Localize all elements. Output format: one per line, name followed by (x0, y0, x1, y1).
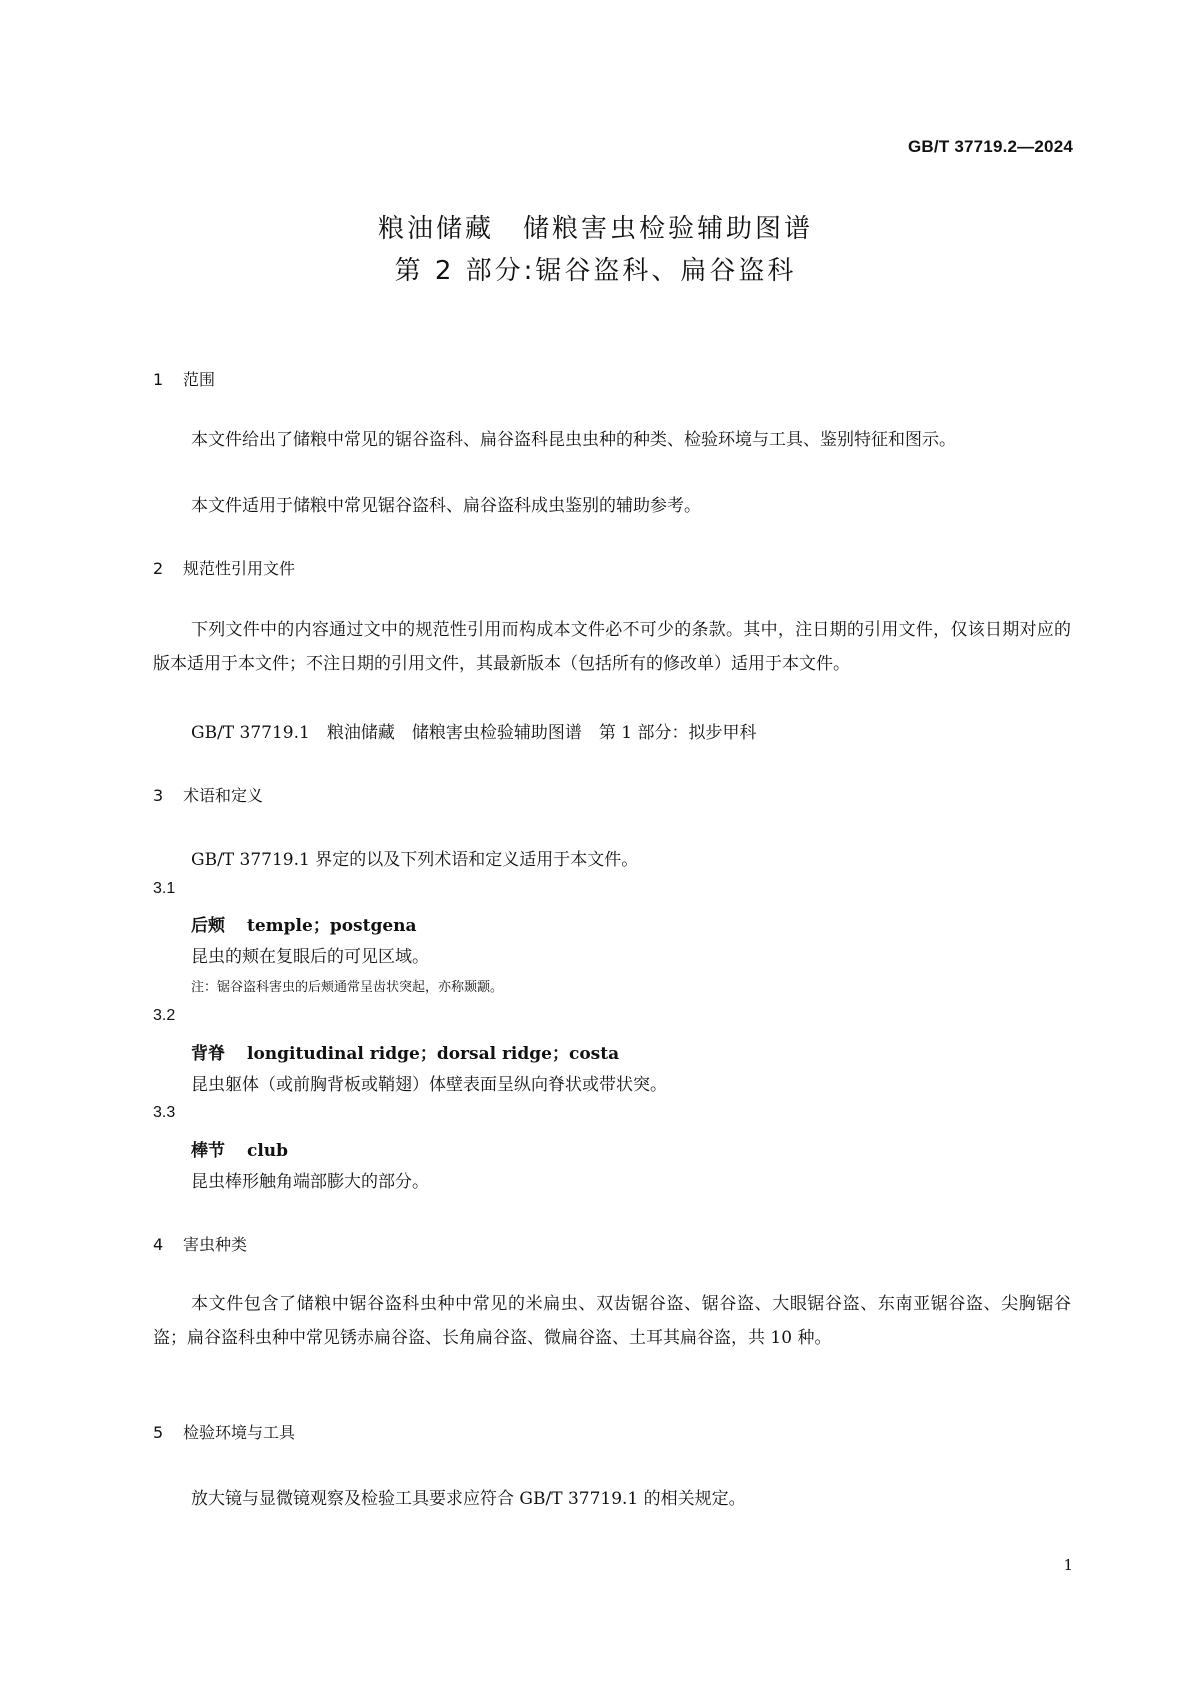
section-4-heading (153, 1232, 247, 1255)
term-chinese: 后颊 (191, 916, 225, 936)
term-english: club (247, 1141, 289, 1161)
terms-intro: GB/T 37719.1 界定的以及下列术语和定义适用于本文件。 (191, 850, 639, 870)
note-label: 注： (191, 980, 218, 995)
term-number: 3.3 (153, 1104, 176, 1121)
term-definition: 昆虫棒形触角端部膨大的部分。 (191, 1172, 429, 1192)
page-number: 1 (1063, 1556, 1073, 1574)
section-1-heading (153, 367, 215, 390)
term-definition: 昆虫躯体（或前胸背板或鞘翅）体壁表面呈纵向脊状或带状突。 (191, 1075, 667, 1095)
section-2-heading (153, 556, 295, 579)
section-title: 范围 (183, 370, 216, 389)
document-title-line-2: 第 2 部分:锯谷盗科、扁谷盗科 (394, 256, 797, 286)
section-5-heading (153, 1420, 295, 1443)
term-number: 3.1 (153, 880, 176, 897)
section-number: 3 (153, 786, 164, 805)
term-number: 3.2 (153, 1007, 176, 1024)
term-english: longitudinal ridge；dorsal ridge；costa (247, 1044, 620, 1064)
section-4-paragraph-1: 本文件包含了储粮中锯谷盗科虫种中常见的米扁虫、双齿锯谷盗、锯谷盗、大眼锯谷盗、东南亚锯谷盗、尖胸锯谷盗；扁谷盗科虫种中常见锈赤扁谷盗、长角扁谷盗、微扁谷盗、土耳其扁谷盗，共 10 种。 (153, 1294, 1071, 1348)
term-note (191, 976, 503, 995)
section-1-paragraph-1: 本文件给出了储粮中常见的锯谷盗科、扁谷盗科昆虫虫种的种类、检验环境与工具、鉴别特征和图示。 (191, 430, 956, 450)
term-definition: 昆虫的颊在复眼后的可见区域。 (191, 947, 429, 967)
term-heading (191, 1039, 619, 1064)
section-number: 4 (153, 1235, 164, 1254)
section-title: 检验环境与工具 (183, 1423, 296, 1442)
note-text: 锯谷盗科害虫的后颊通常呈齿状突起，亦称颞颥。 (217, 980, 504, 995)
section-title: 害虫种类 (183, 1235, 248, 1254)
section-5-paragraph-1: 放大镜与显微镜观察及检验工具要求应符合 GB/T 37719.1 的相关规定。 (191, 1489, 746, 1509)
term-heading (191, 911, 417, 936)
section-2-paragraph-1: 下列文件中的内容通过文中的规范性引用而构成本文件必不可少的条款。其中，注日期的引用文件，仅该日期对应的版本适用于本文件；不注日期的引用文件，其最新版本（包括所有的修改单）适用于本文件。 (153, 620, 1071, 674)
section-1-paragraph-2: 本文件适用于储粮中常见锯谷盗科、扁谷盗科成虫鉴别的辅助参考。 (191, 496, 701, 516)
term-chinese: 背脊 (191, 1044, 225, 1064)
section-title: 术语和定义 (183, 786, 264, 805)
document-title-line-1: 粮油储藏 储粮害虫检验辅助图谱 (377, 214, 813, 244)
section-title: 规范性引用文件 (183, 559, 296, 578)
normative-reference: GB/T 37719.1 粮油储藏 储粮害虫检验辅助图谱 第 1 部分：拟步甲科 (191, 723, 757, 743)
section-number: 1 (153, 370, 164, 389)
term-chinese: 棒节 (191, 1141, 225, 1161)
section-number: 2 (153, 559, 164, 578)
standard-number: GB/T 37719.2—2024 (908, 137, 1073, 156)
section-3-heading (153, 783, 263, 806)
term-english: temple；postgena (247, 916, 417, 936)
section-number: 5 (153, 1423, 164, 1442)
term-heading (191, 1136, 288, 1161)
